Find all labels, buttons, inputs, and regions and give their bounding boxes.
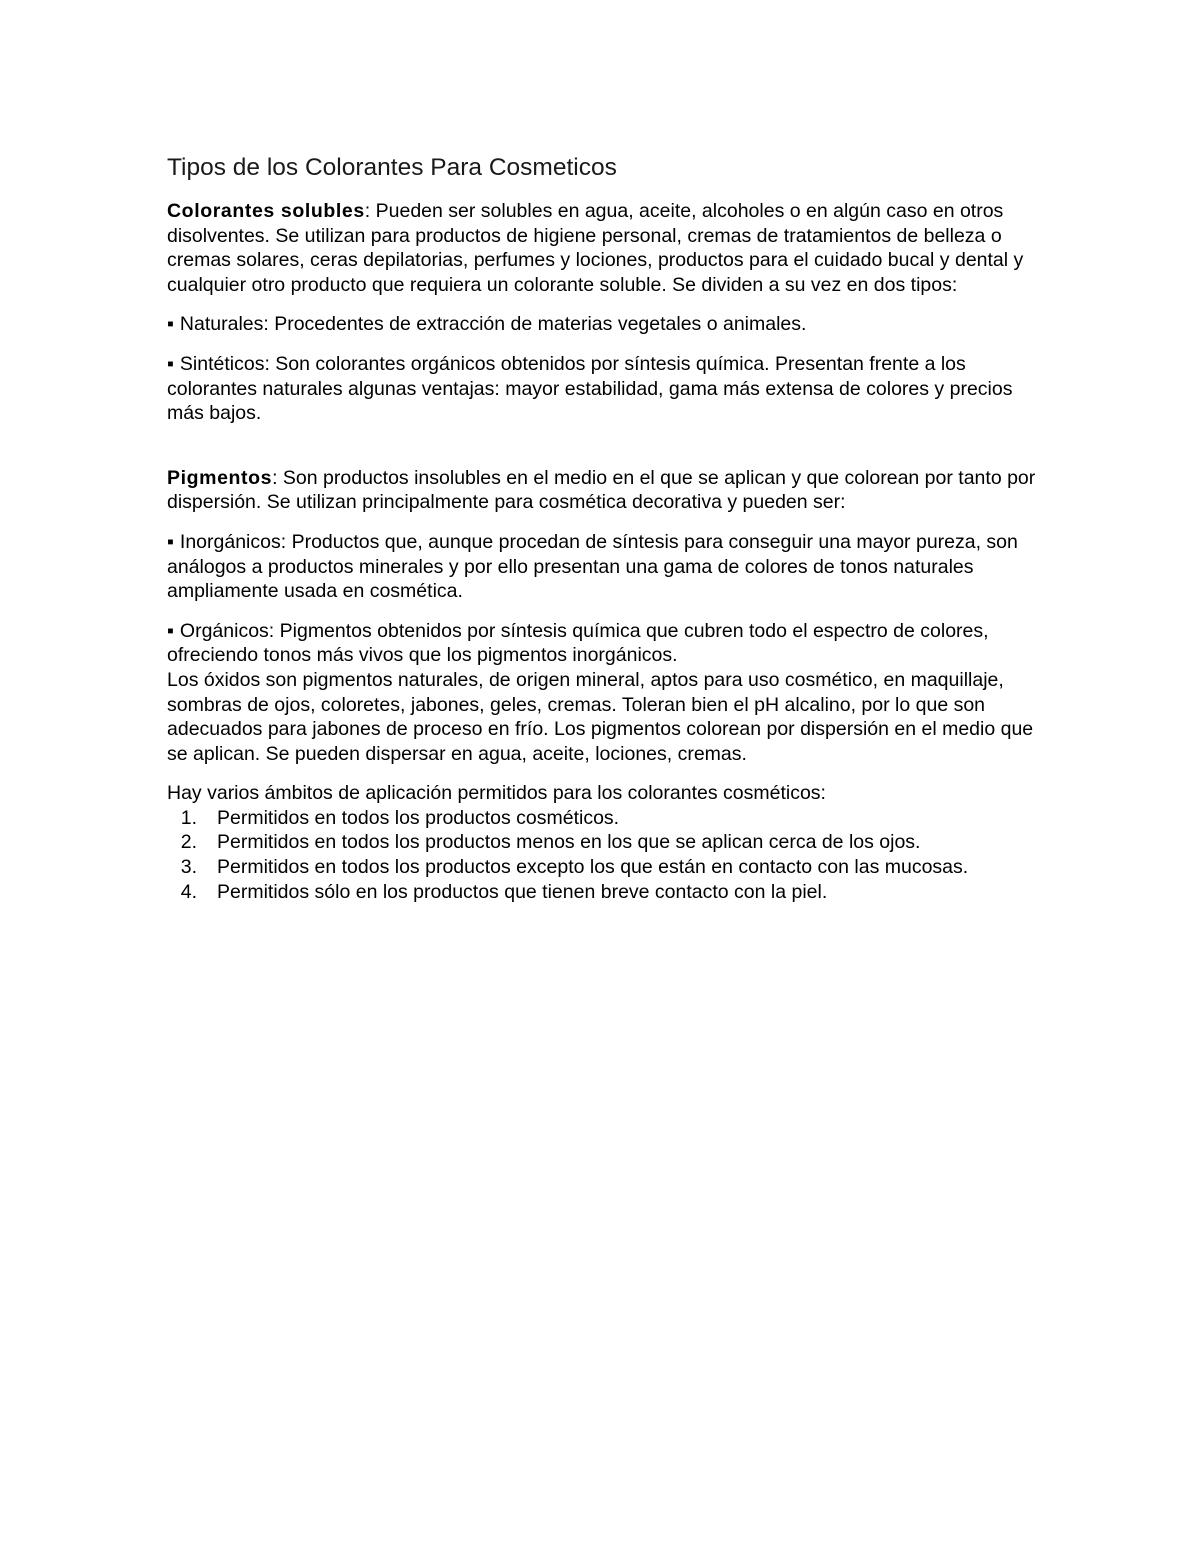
bullet-square-icon: ▪ xyxy=(167,619,174,642)
bullet-square-icon: ▪ xyxy=(167,352,174,375)
document-title: Tipos de los Colorantes Para Cosmeticos xyxy=(167,154,617,181)
oxidos-paragraph: Los óxidos son pigmentos naturales, de origen mineral, aptos para uso cosmético, en maquillaje, sombras de ojos, coloretes, jabones, geles, cremas. Toleran bien el pH alcalino, por lo que son adecuados para jabones de proceso en frío. Los pigmentos colorean por dispersión en el medio que se aplican. Se pueden dispersar en agua, aceite, lociones, cremas. xyxy=(167,668,1034,765)
pigmentos-paragraph xyxy=(167,466,1047,515)
list-item-number: 4. xyxy=(180,880,197,903)
bullet-inorganicos xyxy=(167,530,1047,604)
ambitos-list xyxy=(167,806,1047,904)
list-item-text: Permitidos sólo en los productos que tienen breve contacto con la piel. xyxy=(217,880,828,903)
bullet-square-icon: ▪ xyxy=(167,530,174,553)
solubles-paragraph xyxy=(167,199,1047,297)
list-item xyxy=(167,830,1047,855)
bullet-organicos-text: Orgánicos: Pigmentos obtenidos por síntesis química que cubren todo el espectro de colores, ofreciendo tonos más vivos que los pigmentos inorgánicos. xyxy=(167,619,989,667)
bullet-organicos xyxy=(167,619,1047,668)
bullet-naturales-text: Naturales: Procedentes de extracción de materias vegetales o animales. xyxy=(179,313,807,336)
document-page xyxy=(167,153,1047,904)
pigmentos-text: : Son productos insolubles en el medio en el que se aplican y que colorean por tanto por dispersión. Se utilizan principalmente para cosmética decorativa y pueden ser: xyxy=(167,466,1036,514)
solubles-text: : Pueden ser solubles en agua, aceite, alcoholes o en algún caso en otros disolventes. Se utilizan para productos de higiene personal, cremas de tratamientos de belleza o cremas solares, ceras depilatorias, perfumes y lociones, productos para el cuidado bucal y dental y cualquier otro producto que requiera un colorante soluble. Se dividen a su vez en dos tipos: xyxy=(167,200,1024,296)
list-item-number: 2. xyxy=(180,831,197,854)
solubles-term: Colorantes solubles xyxy=(167,200,365,222)
list-item-number: 1. xyxy=(180,806,197,829)
list-item xyxy=(167,806,1047,831)
bullet-inorganicos-text: Inorgánicos: Productos que, aunque procedan de síntesis para conseguir una mayor pureza, son análogos a productos minerales y por ello presentan una gama de colores de tonos naturales ampliamente usada en cosmética. xyxy=(167,530,1018,603)
list-item xyxy=(167,880,1047,905)
bullet-naturales xyxy=(167,312,1047,337)
bullet-sinteticos-text: Sintéticos: Son colorantes orgánicos obtenidos por síntesis química. Presentan frente a los colorantes naturales algunas ventajas: mayor estabilidad, gama más extensa de colores y precios más bajos. xyxy=(167,352,1013,425)
pigmentos-term: Pigmentos xyxy=(167,466,273,489)
list-item xyxy=(167,855,1047,880)
ambitos-intro: Hay varios ámbitos de aplicación permitidos para los colorantes cosméticos: xyxy=(167,782,826,805)
bullet-square-icon: ▪ xyxy=(167,313,174,336)
list-item-text: Permitidos en todos los productos cosméticos. xyxy=(217,806,620,829)
list-item-text: Permitidos en todos los productos excepto los que están en contacto con las mucosas. xyxy=(217,856,969,879)
list-item-number: 3. xyxy=(180,856,197,879)
list-item-text: Permitidos en todos los productos menos en los que se aplican cerca de los ojos. xyxy=(217,831,921,854)
bullet-sinteticos xyxy=(167,352,1047,426)
